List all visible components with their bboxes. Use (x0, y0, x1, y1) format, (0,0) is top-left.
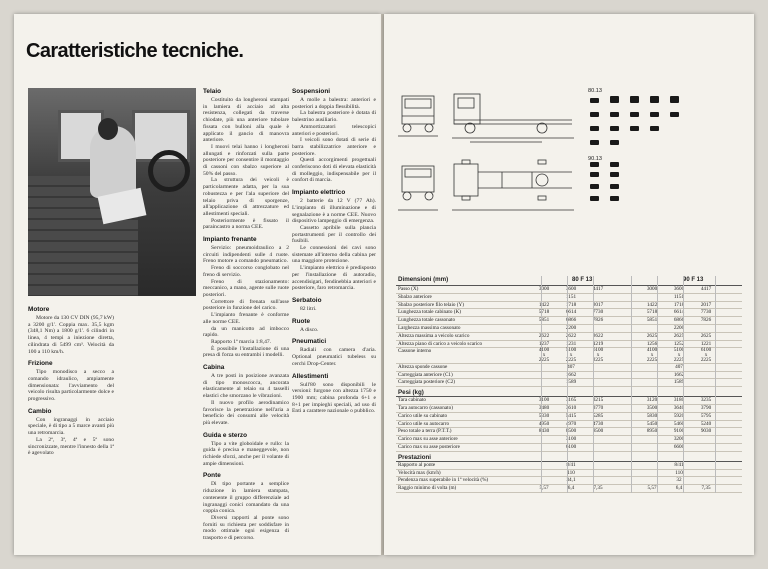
cell-value (586, 348, 610, 363)
vehicle-variant-icon (670, 112, 679, 117)
cell-part: 4100 (538, 347, 550, 354)
cell-value: 5851 (646, 317, 658, 324)
table-row (396, 436, 742, 444)
row-label: Altezza piano di carico a veicolo scarico (398, 340, 483, 347)
body-paragraph: A tre posti in posizione avanzata di tipo monoscocca, ancorata elasticamente al telaio su 4 tasselli elastici che smorzano le vibrazioni. (203, 373, 289, 400)
cell-value: 3790 (700, 404, 712, 411)
section-heading: Telaio (203, 88, 221, 95)
cell-value: 4417 (592, 286, 604, 292)
body-paragraph: Di tipo portante a semplice riduzione in lamiera stampata, contenente il gruppo differenziale ad ingranaggi conici comandato da una coppia conica. (203, 481, 289, 515)
body-paragraph: I muovi telai hanno i longheroni allungati e rinforzati sulla parte posteriore per consentire il montaggio di cassoni con sbalzo superiore al 50% del passo. (203, 143, 289, 177)
row-label: Peso totale a terra (P.T.T.) (398, 428, 452, 435)
vehicle-variant-icon (590, 140, 599, 145)
column-divider (631, 276, 632, 493)
cell-part: 4100 (646, 347, 658, 354)
column-divider (593, 276, 594, 493)
cell-value: 6600 (673, 443, 685, 450)
body-paragraph: L'impianto elettrico è predisposto per l'installazione di autoradio, accendisigari, fendinebbia anteriori e posteriore, faro retromarcia. (292, 265, 376, 292)
section-heading: Allestimenti (292, 372, 329, 380)
column-divider (567, 276, 568, 493)
row-label: Carico utile su autocarro (398, 420, 450, 427)
cell-value: 3200 (673, 436, 685, 443)
row-label: Carreggiata posteriore (C2) (398, 379, 456, 386)
table-row (396, 413, 742, 421)
legend-80-13: 80.13 (588, 88, 602, 94)
cell-value: 1219 (592, 340, 604, 347)
cell-value: 5415 (565, 412, 577, 419)
row-label: Velocità max (km/h) (398, 469, 441, 476)
vehicle-variant-icon (590, 184, 599, 189)
vehicle-variant-icon (610, 140, 619, 145)
column-divider (657, 276, 658, 493)
cell-value: 6,4 (675, 485, 683, 492)
cell-value: 6100 (565, 443, 577, 450)
vehicle-variant-icon (610, 162, 619, 167)
cell-part: 2225 (700, 357, 712, 364)
cell-value: 3100 (565, 436, 577, 443)
vehicle-variant-icon (590, 196, 599, 201)
right-page (384, 14, 754, 555)
cell-value: 8430 (538, 428, 550, 435)
cell-value: 1662 (565, 371, 577, 378)
table-row (396, 428, 742, 436)
cell-value: 32 (676, 477, 682, 484)
vehicle-variant-icon (650, 96, 659, 103)
table-row (396, 379, 742, 387)
column-left (28, 306, 114, 457)
table-row (396, 470, 742, 478)
body-paragraph: La struttura dei veicoli è particolarmente adatta, per la sua robustezza e per l'ala superiore del telaio priva di sporgenze, all'applicazione di attrezzature ed allestimenti speciali. (203, 177, 289, 217)
section-heading: Pneumatici (292, 338, 327, 346)
cell-value: 5718 (646, 309, 658, 316)
cell-value: 1662 (673, 371, 685, 378)
cell-value: 3640 (673, 404, 685, 411)
section-heading: Cambio (28, 407, 52, 415)
cell-value: 6866 (565, 317, 577, 324)
cell-value: 3610 (565, 404, 577, 411)
cell-value: 3235 (700, 397, 712, 404)
cell-value: 1151 (673, 293, 685, 300)
row-label: Lunghezza totale cassonato (398, 317, 456, 324)
steering-wheel (148, 150, 190, 192)
section-heading: Sospensioni (292, 88, 330, 95)
body-paragraph: Radiali con camera d'aria. Optional pneumatici tubeless su cerchi Drop-Center. (292, 347, 376, 367)
row-label: Sbalzo posteriore filo telaio (Y) (398, 301, 464, 308)
cell-value: 4970 (565, 420, 577, 427)
cell-value: 4950 (538, 420, 550, 427)
cell-value: 407 (675, 363, 683, 370)
section-label: Pesi (kg) (398, 389, 424, 397)
section-heading: Cabina (203, 364, 225, 372)
cell-value: 1231 (565, 340, 577, 347)
body-paragraph: Freno di stazionamento: meccanico, a mano, agente sulle ruote posteriori. (203, 278, 289, 298)
vehicle-variant-icon (590, 98, 599, 103)
cell-value: 110 (567, 469, 575, 476)
table-row (396, 317, 742, 325)
body-paragraph: Questi accorgimenti progettuali conferiscono doti di elevata elasticità di molleggio, indispensabile per il confort di marcia. (292, 157, 376, 184)
cell-value (532, 348, 556, 363)
cell-value: 2017 (700, 301, 712, 308)
body-paragraph: Correttore di frenata sull'asse posteriore in funzione del carico. (203, 298, 289, 312)
body-paragraph: A disco. (300, 326, 319, 333)
cell-value: 3770 (592, 404, 604, 411)
cell-value: 110 (675, 469, 683, 476)
cell-value: 3215 (592, 397, 604, 404)
vehicle-variant-icon (590, 162, 599, 167)
cell-value (640, 348, 664, 363)
cell-value: 6614 (673, 309, 685, 316)
row-label: Dimensioni (mm) (398, 276, 449, 283)
body-paragraph: 82 litri. (300, 305, 317, 312)
vehicle-variant-icon (650, 126, 659, 131)
cell-value: 1589 (673, 379, 685, 386)
row-label: Altezza sponde cassone (398, 363, 448, 370)
cell-value: 9030 (700, 428, 712, 435)
cell-part: 6100 (700, 347, 712, 354)
cell-value: 8/41 (566, 461, 576, 468)
cell-value: 7826 (592, 317, 604, 324)
column-divider (541, 276, 542, 493)
cell-part: 2225 (565, 357, 577, 364)
body-paragraph: Cassetto apribile sulla plancia portastrumenti per il controllo dei fusibili. (292, 224, 376, 245)
cell-value (667, 348, 691, 363)
cell-value: 2622 (592, 332, 604, 339)
body-paragraph: Con ingranaggi in acciaio speciale, è di tipo a 5 marce avanti più una retromarcia. (28, 416, 114, 437)
cell-value: 1422 (646, 301, 658, 308)
cell-value: 5,57 (647, 485, 657, 492)
body-paragraph: 2 batterie da 12 V (77 Ah). L'impianto di illuminazione e di segnalazione è a norme CEE. Nuovo dispositivo lampeggio di emergenza. (292, 198, 376, 225)
body-paragraph: La 2ª, 3ª, 4ª e 5ª sono sincronizzate, mentre l'innesto della 1ª è agevolato (28, 436, 114, 457)
body-paragraph: Il nuovo profilo aerodinamico favorisce la penetrazione nell'aria a beneficio dei consumi alle velocità più elevate. (203, 399, 289, 426)
cell-value: 6,4 (567, 485, 575, 492)
body-paragraph: I veicoli sono dotati di serie di barra stabilizzatrice anteriore e posteriore. (292, 137, 376, 157)
cell-value: 5450 (646, 420, 658, 427)
cell-value: 2017 (592, 301, 604, 308)
vehicle-variant-icon (630, 126, 639, 131)
cell-value: 7730 (592, 309, 604, 316)
page-title: Caratteristiche tecniche. (26, 40, 244, 62)
cell-value: 2625 (646, 332, 658, 339)
cell-value: 5830 (646, 412, 658, 419)
cell-part: 6100 (592, 347, 604, 354)
vehicle-variant-icon (650, 112, 659, 117)
row-label: Lunghezza totale cabinato (K) (398, 309, 461, 316)
vehicle-variant-icon (630, 96, 639, 103)
cell-value: 5,57 (539, 485, 549, 492)
cell-part: x (650, 352, 654, 359)
cell-part: x (596, 352, 600, 359)
vehicle-variant-icon (670, 96, 679, 103)
row-label: Raggio minimo di volta (m) (398, 485, 457, 492)
section-prestazioni (396, 452, 742, 462)
group-80f13: 80 F 13 (572, 277, 593, 283)
cell-value: 7,35 (701, 485, 711, 492)
body-paragraph: Posteriormente è fissato il paraincastro a norma CEE. (203, 217, 289, 231)
cell-value: 4417 (700, 286, 712, 292)
left-page (14, 14, 381, 555)
cell-value: 1589 (565, 379, 577, 386)
section-pesi (396, 387, 742, 397)
column-right (292, 88, 376, 415)
section-heading: Impianto elettrico (292, 189, 346, 197)
cell-value: 3480 (538, 404, 550, 411)
cell-part: 2225 (646, 357, 658, 364)
row-label: Tara cabinato (398, 397, 427, 404)
vehicle-variant-icon (610, 112, 619, 117)
vehicle-variant-icon (590, 112, 599, 117)
cell-value: 5285 (592, 412, 604, 419)
table-row (396, 462, 742, 470)
row-label: Rapporto al ponte (398, 461, 436, 468)
cell-value: 3600 (673, 286, 685, 292)
body-paragraph: da un manicotto ad imbocco rapido. (203, 325, 289, 339)
body-paragraph: Motore da 130 CV DIN (95,7 kW) a 3200 g/1'. Coppia max. 35,5 kgm (348,1 Nm) a 1800 g/1'. 6 cilindri in linea, 4 tempi a iniezione diretta, cilindrata di 5499 cm³. Velocità da 100 a 110 km/h. (28, 315, 114, 355)
cell-value: 9100 (673, 428, 685, 435)
cell-part: 2225 (538, 357, 550, 364)
vehicle-variant-icon (610, 96, 619, 103)
row-label: Carico utile su cabinato (398, 412, 448, 419)
row-label: Carico max su asse posteriore (398, 443, 460, 450)
table-row (396, 333, 742, 341)
cell-value: 8/41 (674, 461, 684, 468)
cell-value: 7826 (700, 317, 712, 324)
body-paragraph: Rapporto 1ª marcia 1:8,47. (211, 338, 272, 345)
table-row (396, 444, 742, 452)
cell-part: 5100 (673, 347, 685, 354)
row-label: Cassone interno (398, 348, 432, 355)
cell-value: 2625 (700, 332, 712, 339)
vehicle-variant-icon (590, 172, 599, 177)
cell-value: 2622 (538, 332, 550, 339)
section-heading: Ruote (292, 317, 311, 325)
cell-value: 34,1 (566, 477, 576, 484)
cell-value: 1221 (700, 340, 712, 347)
cell-value: 7,35 (593, 485, 603, 492)
vehicle-variant-icon (610, 172, 619, 177)
body-paragraph: A molle a balestra: anteriori e posteriori a doppia flessibilità. (292, 97, 376, 110)
row-label: Carico max su asse anteriore (398, 436, 458, 443)
cell-value: 1237 (538, 340, 550, 347)
table-row (396, 364, 742, 372)
vehicle-variant-icon (630, 112, 639, 117)
cell-value: 3100 (538, 397, 550, 404)
cell-value: 407 (567, 363, 575, 370)
cell-value: 3165 (565, 397, 577, 404)
row-label: Larghezza massima cassonato (398, 324, 461, 331)
cell-value: 2622 (565, 332, 577, 339)
cell-part: x (569, 352, 573, 359)
cell-value: 5851 (538, 317, 550, 324)
row-label: Sbalzo anteriore (398, 293, 432, 300)
body-paragraph: Tipo monodisco a secco a comando idraulico, ampiamente dimensionata: l'avviamento del veicolo risulta particolarmente dolce e progressivo. (28, 369, 114, 403)
cell-value: 8500 (592, 428, 604, 435)
table-row (396, 485, 742, 493)
column-divider (683, 276, 684, 493)
cell-value: 3120 (646, 397, 658, 404)
section-label: Prestazioni (398, 453, 432, 461)
cell-value: 6614 (565, 309, 577, 316)
cell-part: 2225 (673, 357, 685, 364)
cell-value: 1256 (646, 340, 658, 347)
driver-head (98, 118, 118, 140)
row-label: Tara autocarro (cassonato) (398, 404, 453, 411)
body-paragraph: Tipo a vite globoidale e rullo: la guida è precisa e maneggevole, non richiede sforzi, anche per il volante di ampie dimensioni. (203, 440, 289, 467)
body-paragraph: Costituito da longheroni stampati in lamiera di acciaio ad alta resistenza, collegati da traverse chiodate, più una anteriore tubolare fissata con bulloni alla quale è applicato il gancio di manovra anteriore. (203, 97, 289, 144)
cell-value: 8500 (565, 428, 577, 435)
cell-value: 1422 (538, 301, 550, 308)
table-row-cassone (396, 348, 742, 363)
table-row (396, 477, 742, 485)
cell-part: x (542, 352, 546, 359)
cell-value: 7730 (700, 309, 712, 316)
cell-value: 3000 (646, 286, 658, 292)
cell-value: 3180 (673, 397, 685, 404)
table-row (396, 372, 742, 380)
section-heading: Frizione (28, 360, 53, 368)
table-row (396, 294, 742, 302)
cell-value: 6866 (673, 317, 685, 324)
cell-part: 5100 (565, 347, 577, 354)
row-label: Passo (X) (398, 286, 419, 292)
cab-interior-photo (28, 88, 196, 296)
body-paragraph: È possibile l'installazione di una presa di forza su entrambi i modelli. (203, 345, 289, 359)
cell-part: 2225 (592, 357, 604, 364)
body-paragraph: Freno di soccorso conglobato nel freno di servizio. (203, 265, 289, 278)
cell-value: 1252 (673, 340, 685, 347)
cell-value: 3500 (646, 404, 658, 411)
cell-value: 1718 (673, 301, 685, 308)
table-row (396, 397, 742, 405)
section-heading: Impianto frenante (203, 236, 257, 244)
vehicle-variant-icon (610, 184, 619, 189)
cell-value: 5718 (538, 309, 550, 316)
vehicle-variant-icon (610, 196, 619, 201)
table-row (396, 421, 742, 429)
cell-value: 2200 (673, 324, 685, 331)
row-label: Altezza massima a veicolo scarico (398, 332, 470, 339)
cell-value: 2200 (565, 324, 577, 331)
cell-value: 4730 (592, 420, 604, 427)
row-label: Carreggiata anteriore (C1) (398, 371, 453, 378)
table-row (396, 309, 742, 317)
spec-table (396, 276, 742, 493)
cell-value: 1151 (565, 293, 577, 300)
group-90f13: 90 F 13 (683, 277, 704, 283)
body-paragraph: Ammortizzatori telescopici anteriori e posteriori. (292, 123, 376, 137)
section-heading: Motore (28, 306, 50, 313)
cell-value: 5460 (673, 420, 685, 427)
cell-value: 1718 (565, 301, 577, 308)
table-row (396, 325, 742, 333)
truck-technical-drawings (392, 86, 588, 236)
cell-value: 5795 (700, 412, 712, 419)
table-row (396, 302, 742, 310)
column-middle (203, 88, 289, 542)
table-row (396, 405, 742, 413)
cell-value: 8950 (646, 428, 658, 435)
cell-value: 3000 (538, 286, 550, 292)
table-row (396, 286, 742, 294)
column-divider (715, 276, 716, 493)
vehicle-variant-icon (610, 126, 619, 131)
body-paragraph: Le connessioni dei cavi sono sistemate all'interno della cabina per una maggiore protezione. (292, 245, 376, 265)
cell-part: x (677, 352, 681, 359)
body-paragraph: La balestra posteriore è dotata di balestrino ausiliario. (292, 110, 376, 124)
body-paragraph: Sull'80 sono disponibili le versioni: furgone con altezza 1750 e 1900 mm; cabina profonda 6+1 e 8+1 per impieghi speciali, ad uso di Enti a carattere nazionale o pubblico. (292, 381, 376, 415)
section-heading: Serbatoio (292, 296, 322, 304)
cell-value: 5920 (673, 412, 685, 419)
vehicle-variant-icon (590, 126, 599, 131)
cell-value (559, 348, 583, 363)
row-label: Pendenza max superabile in 1ª velocità (%) (398, 477, 489, 484)
cell-value: 3600 (565, 286, 577, 292)
cell-value: 2625 (673, 332, 685, 339)
body-paragraph: Servizio: pneumoidraulico a 2 circuiti indipendenti sulle 4 ruote. Freno motore a comando pneumatico. (203, 245, 289, 265)
cell-value: 5240 (700, 420, 712, 427)
cell-part: x (704, 352, 708, 359)
section-heading: Ponte (203, 472, 221, 480)
body-paragraph: Diversi rapporti al ponte sono forniti su richiesta per soddisfare in modo ottimale ogni esigenza di trasporto e di percorso. (203, 514, 289, 542)
cell-value: 5330 (538, 412, 550, 419)
section-heading: Guida e sterzo (203, 431, 248, 439)
body-paragraph: L'impianto frenante è conforme alle norme CEE. (203, 312, 289, 325)
table-header-row (396, 276, 742, 286)
legend-90-13: 90.13 (588, 156, 602, 162)
